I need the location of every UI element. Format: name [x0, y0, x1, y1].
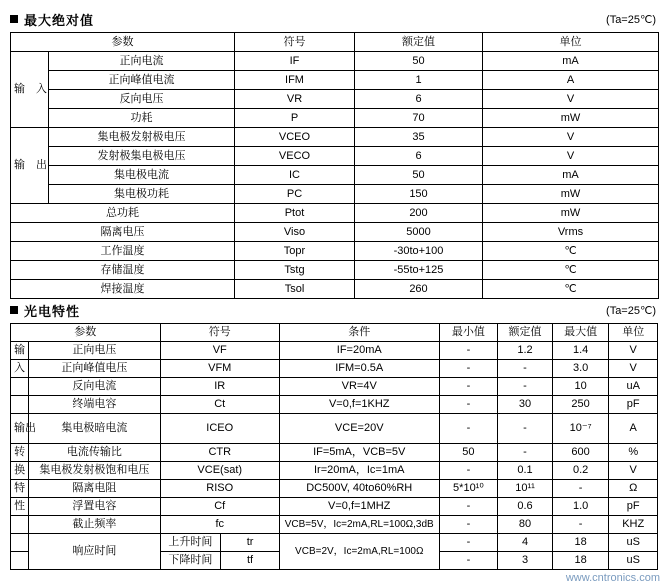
header-param: 参数: [11, 33, 235, 52]
header-min: 最小值: [439, 324, 498, 342]
param-rating: 260: [355, 280, 483, 299]
param-unit: mW: [483, 109, 659, 128]
param-symbol: VFM: [160, 360, 279, 378]
param-condition: VCB=5V，Ic=2mA,RL=100Ω,3dB: [279, 516, 439, 534]
param-unit: mW: [483, 204, 659, 223]
param-max: -: [552, 516, 609, 534]
param-rating: 200: [355, 204, 483, 223]
param-rating: 1: [355, 71, 483, 90]
param-unit: Ω: [609, 480, 658, 498]
table-row: [11, 342, 658, 360]
table-row: [11, 516, 658, 534]
param-max: 18: [552, 552, 609, 570]
table-row: [11, 128, 659, 147]
param-min: -: [439, 462, 498, 480]
param-symbol: CTR: [160, 444, 279, 462]
table-row: [11, 444, 658, 462]
param-name: 发射极集电极电压: [49, 147, 235, 166]
param-condition: VR=4V: [279, 378, 439, 396]
param-rating: 50: [355, 166, 483, 185]
param-max: 1.0: [552, 498, 609, 516]
param-typ: 30: [498, 396, 553, 414]
param-symbol: IR: [160, 378, 279, 396]
group-label-output: 输出: [11, 414, 29, 444]
param-max: 0.2: [552, 462, 609, 480]
table-row: [11, 52, 659, 71]
header-rating: 额定值: [355, 33, 483, 52]
table-row: [11, 378, 658, 396]
group-label: 换: [11, 462, 29, 480]
param-symbol: RISO: [160, 480, 279, 498]
watermark: www.cntronics.com: [565, 572, 660, 584]
header-unit: 单位: [609, 324, 658, 342]
param-rating: -30to+100: [355, 242, 483, 261]
section-header-optical-electrical: [10, 301, 660, 319]
param-name: 功耗: [49, 109, 235, 128]
param-unit: V: [609, 462, 658, 480]
param-subname: 下降时间: [160, 552, 221, 570]
param-symbol: VF: [160, 342, 279, 360]
param-min: -: [439, 378, 498, 396]
param-name: 工作温度: [11, 242, 235, 261]
param-unit: uS: [609, 534, 658, 552]
param-symbol: Viso: [235, 223, 355, 242]
section-title: 光电特性: [24, 303, 81, 319]
param-min: -: [439, 414, 498, 444]
header-max: 最大值: [552, 324, 609, 342]
table-row: [11, 280, 659, 299]
param-rating: 6: [355, 90, 483, 109]
param-name: 反向电压: [49, 90, 235, 109]
param-unit: pF: [609, 396, 658, 414]
group-label-input: 输 入: [11, 52, 49, 128]
param-name: 响应时间: [29, 534, 160, 570]
param-name: 存储温度: [11, 261, 235, 280]
param-typ: -: [498, 378, 553, 396]
param-unit: Vrms: [483, 223, 659, 242]
param-unit: ℃: [483, 280, 659, 299]
param-rating: 150: [355, 185, 483, 204]
bullet-square-icon: [10, 306, 18, 314]
param-symbol: Tsol: [235, 280, 355, 299]
header-unit: 单位: [483, 33, 659, 52]
absolute-maximum-ratings-table: [10, 32, 659, 299]
table-header-row: [11, 33, 659, 52]
group-label: [11, 552, 29, 570]
header-symbol: 符号: [160, 324, 279, 342]
group-label: 性: [11, 498, 29, 516]
param-name: 隔离电压: [11, 223, 235, 242]
param-typ: 80: [498, 516, 553, 534]
param-unit: ℃: [483, 261, 659, 280]
param-unit: %: [609, 444, 658, 462]
group-label: 入: [11, 360, 29, 378]
param-max: 3.0: [552, 360, 609, 378]
param-symbol: IFM: [235, 71, 355, 90]
param-unit: pF: [609, 498, 658, 516]
param-typ: -: [498, 414, 553, 444]
param-min: -: [439, 342, 498, 360]
table-row: [11, 480, 658, 498]
param-name: 集电极电流: [49, 166, 235, 185]
param-rating: 6: [355, 147, 483, 166]
param-min: -: [439, 396, 498, 414]
table-row: [11, 223, 659, 242]
table-row: [11, 534, 658, 552]
table-row: [11, 360, 658, 378]
param-condition: V=0,f=1KHZ: [279, 396, 439, 414]
param-max: 18: [552, 534, 609, 552]
param-unit: KHZ: [609, 516, 658, 534]
param-unit: uA: [609, 378, 658, 396]
param-name: 浮置电容: [29, 498, 160, 516]
param-name: 焊接温度: [11, 280, 235, 299]
param-symbol: tf: [221, 552, 280, 570]
param-min: 50: [439, 444, 498, 462]
param-min: -: [439, 516, 498, 534]
param-typ: 10¹¹: [498, 480, 553, 498]
optical-electrical-characteristics-table: [10, 323, 658, 570]
param-unit: mW: [483, 185, 659, 204]
param-typ: -: [498, 360, 553, 378]
table-header-row: [11, 324, 658, 342]
param-symbol: Tstg: [235, 261, 355, 280]
param-typ: 4: [498, 534, 553, 552]
section-title: 最大绝对值: [24, 12, 95, 28]
param-typ: -: [498, 444, 553, 462]
param-name: 总功耗: [11, 204, 235, 223]
group-label: [11, 396, 29, 414]
param-rating: 70: [355, 109, 483, 128]
param-rating: 5000: [355, 223, 483, 242]
param-symbol: Ptot: [235, 204, 355, 223]
table-row: [11, 396, 658, 414]
param-symbol: IF: [235, 52, 355, 71]
param-unit: V: [483, 147, 659, 166]
param-symbol: VCEO: [235, 128, 355, 147]
param-subname: 上升时间: [160, 534, 221, 552]
param-name: 终端电容: [29, 396, 160, 414]
param-unit: V: [483, 128, 659, 147]
param-rating: 35: [355, 128, 483, 147]
table-row: [11, 204, 659, 223]
param-name: 电流传输比: [29, 444, 160, 462]
param-name: 反向电流: [29, 378, 160, 396]
param-symbol: IC: [235, 166, 355, 185]
param-unit: V: [609, 360, 658, 378]
table-row: [11, 90, 659, 109]
table-row: [11, 71, 659, 90]
header-typ: 额定值: [498, 324, 553, 342]
param-name: 集电极暗电流: [29, 414, 160, 444]
param-symbol: fc: [160, 516, 279, 534]
param-max: 1.4: [552, 342, 609, 360]
table-row: [11, 242, 659, 261]
param-symbol: tr: [221, 534, 280, 552]
param-unit: A: [609, 414, 658, 444]
param-name: 隔离电阻: [29, 480, 160, 498]
param-unit: mA: [483, 166, 659, 185]
param-symbol: VR: [235, 90, 355, 109]
param-min: -: [439, 534, 498, 552]
param-max: -: [552, 480, 609, 498]
param-condition: VCE=20V: [279, 414, 439, 444]
param-condition: DC500V, 40to60%RH: [279, 480, 439, 498]
param-symbol: Cf: [160, 498, 279, 516]
table-row: [11, 261, 659, 280]
param-name: 正向电流: [49, 52, 235, 71]
header-symbol: 符号: [235, 33, 355, 52]
table-row: [11, 414, 658, 444]
param-condition: VCB=2V，Ic=2mA,RL=100Ω: [279, 534, 439, 570]
param-symbol: P: [235, 109, 355, 128]
param-min: 5*10¹⁰: [439, 480, 498, 498]
param-name: 集电极发射极电压: [49, 128, 235, 147]
param-rating: 50: [355, 52, 483, 71]
group-label: 输: [11, 342, 29, 360]
param-symbol: VCE(sat): [160, 462, 279, 480]
header-param: 参数: [11, 324, 161, 342]
param-typ: 1.2: [498, 342, 553, 360]
param-symbol: Ct: [160, 396, 279, 414]
param-symbol: PC: [235, 185, 355, 204]
param-symbol: VECO: [235, 147, 355, 166]
param-name: 集电极功耗: [49, 185, 235, 204]
param-min: -: [439, 498, 498, 516]
group-label-output: 输 出: [11, 128, 49, 204]
group-label: [11, 378, 29, 396]
group-label: 转: [11, 444, 29, 462]
temperature-note: (Ta=25℃): [606, 13, 656, 26]
param-max: 600: [552, 444, 609, 462]
group-label: [11, 534, 29, 552]
param-unit: ℃: [483, 242, 659, 261]
table-row: [11, 498, 658, 516]
param-rating: -55to+125: [355, 261, 483, 280]
param-condition: IF=5mA，VCB=5V: [279, 444, 439, 462]
param-symbol: Topr: [235, 242, 355, 261]
param-name: 正向电压: [29, 342, 160, 360]
header-condition: 条件: [279, 324, 439, 342]
table-row: [11, 462, 658, 480]
param-name: 正向峰值电压: [29, 360, 160, 378]
temperature-note: (Ta=25℃): [606, 304, 656, 317]
param-min: -: [439, 552, 498, 570]
param-typ: 3: [498, 552, 553, 570]
group-label: 特: [11, 480, 29, 498]
param-min: -: [439, 360, 498, 378]
param-unit: uS: [609, 552, 658, 570]
table-row: [11, 166, 659, 185]
param-condition: Ir=20mA，Ic=1mA: [279, 462, 439, 480]
param-name: 截止频率: [29, 516, 160, 534]
group-label: [11, 516, 29, 534]
param-unit: mA: [483, 52, 659, 71]
param-typ: 0.6: [498, 498, 553, 516]
param-name: 集电极发射极饱和电压: [29, 462, 160, 480]
param-max: 10⁻⁷: [552, 414, 609, 444]
param-unit: V: [483, 90, 659, 109]
param-symbol: ICEO: [160, 414, 279, 444]
param-name: 正向峰值电流: [49, 71, 235, 90]
param-typ: 0.1: [498, 462, 553, 480]
bullet-square-icon: [10, 15, 18, 23]
param-unit: A: [483, 71, 659, 90]
param-max: 250: [552, 396, 609, 414]
section-header-absolute-max: [10, 10, 660, 28]
table-row: [11, 109, 659, 128]
table-row: [11, 147, 659, 166]
param-unit: V: [609, 342, 658, 360]
param-condition: IFM=0.5A: [279, 360, 439, 378]
param-max: 10: [552, 378, 609, 396]
table-row: [11, 185, 659, 204]
param-condition: V=0,f=1MHZ: [279, 498, 439, 516]
param-condition: IF=20mA: [279, 342, 439, 360]
